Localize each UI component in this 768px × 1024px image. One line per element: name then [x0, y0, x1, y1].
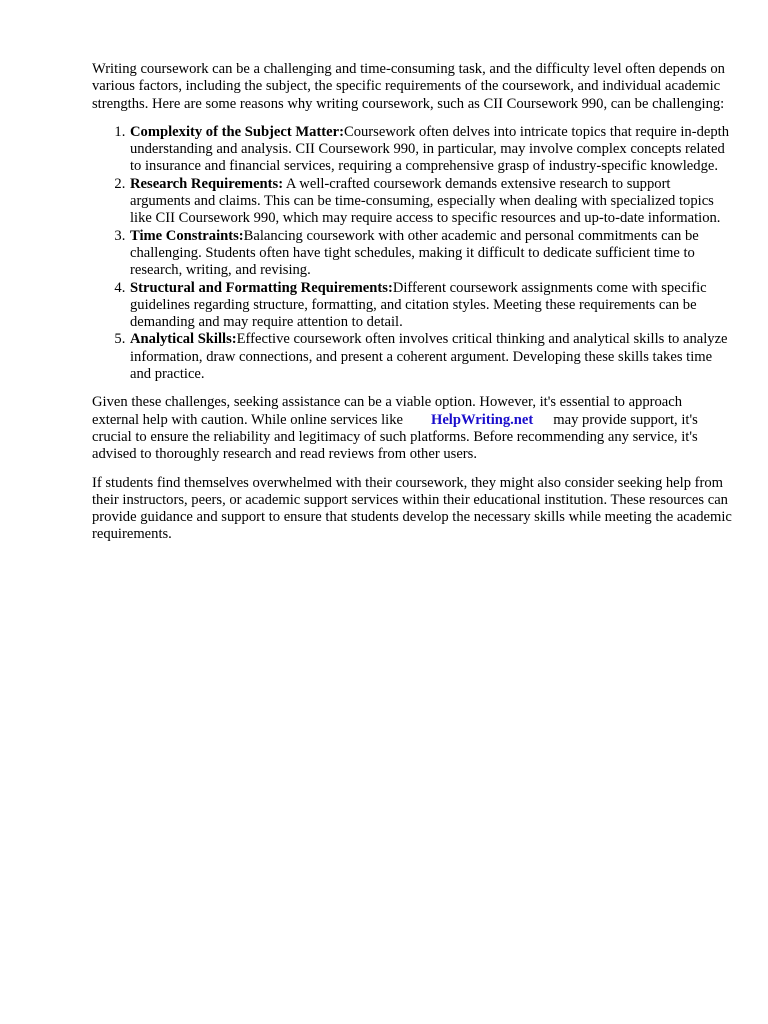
list-item-text: Balancing coursework with other academic and personal commitments can be challenging. Students often have tight schedules, making it difficult to dedicate sufficient time to research, writing, and revising. — [130, 227, 699, 279]
list-item-text: A well-crafted coursework demands extensive research to support arguments and claims. This can be time-consuming, especially when dealing with specialized topics like CII Coursework 990, which may require access to specific resources and up-to-date information. — [130, 175, 721, 227]
list-item-text: Different coursework assignments come with specific guidelines regarding structure, formatting, and citation styles. Meeting these requirements can be demanding and may require attention to detail. — [130, 279, 707, 331]
assistance-text-before: Given these challenges, seeking assistance can be a viable option. However, it's essential to approach external help with caution. While online services like — [92, 394, 683, 428]
closing-paragraph: If students find themselves overwhelmed with their coursework, they might also consider seeking help from their instructors, peers, or academic support services within their educational institution. These resources can provide guidance and support to ensure that students develop the necessary skills while meeting the academic requirements. — [92, 474, 732, 543]
list-item-text: Coursework often delves into intricate topics that require in-depth understanding and analysis. CII Coursework 990, in particular, may involve complex concepts related to insurance and financial services, requiring a comprehensive grasp of industry-specific knowledge. — [130, 123, 729, 175]
list-item — [129, 331, 732, 383]
helpwriting-link[interactable]: HelpWriting.net — [430, 411, 534, 428]
list-item-term: Complexity of the Subject Matter: — [130, 123, 344, 140]
assistance-text-after: may provide support, it's crucial to ensure the reliability and legitimacy of such platforms. Before recommending any service, it's advised to thoroughly research and read reviews from other users. — [92, 411, 698, 463]
intro-paragraph: Writing coursework can be a challenging and time-consuming task, and the difficulty level often depends on various factors, including the subject, the specific requirements of the coursework, and individual academic strengths. Here are some reasons why writing coursework, such as CII Coursework 990, can be challenging: — [92, 61, 725, 112]
list-item — [129, 176, 732, 228]
list-item-term: Structural and Formatting Requirements: — [130, 279, 393, 296]
list-item — [129, 228, 732, 280]
assistance-paragraph — [92, 394, 732, 463]
list-item — [129, 124, 732, 176]
document-page — [92, 61, 732, 544]
list-item-text: Effective coursework often involves critical thinking and analytical skills to analyze information, draw connections, and present a coherent argument. Developing these skills takes time and practice. — [130, 331, 728, 383]
list-item-term: Research Requirements: — [130, 175, 284, 192]
list-item-term: Time Constraints: — [130, 227, 244, 244]
list-item-term: Analytical Skills: — [130, 331, 237, 348]
reasons-list — [92, 124, 732, 383]
list-item — [129, 280, 732, 332]
